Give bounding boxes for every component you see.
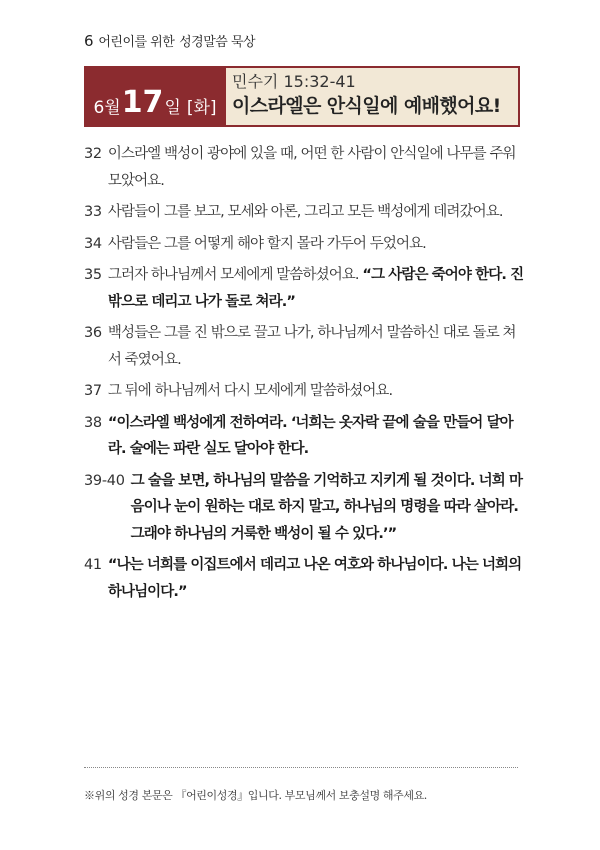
verse-number: 35 (84, 267, 102, 283)
verse-32 (84, 141, 524, 194)
verse-number: 41 (84, 557, 102, 573)
footnote-divider (84, 767, 518, 768)
date-weekday: [화] (186, 98, 217, 118)
passage-reference: 민수기 15:32-41 (232, 72, 356, 91)
verse-text: 사람들이 그를 보고, 모세와 아론, 그리고 모든 백성에게 데려갔어요. (107, 204, 503, 220)
verse-list (84, 141, 524, 610)
date-day: 17 (121, 85, 164, 120)
verse-number: 36 (84, 325, 102, 341)
book-title-part2: 성경말씀 묵상 (179, 35, 256, 50)
verse-number: 33 (84, 204, 102, 220)
verse-38 (84, 410, 524, 463)
date-month: 6월 (93, 98, 121, 118)
verse-text: 사람들은 그를 어떻게 해야 할지 몰라 가두어 두었어요. (107, 235, 426, 252)
verse-35 (84, 262, 524, 315)
verse-36 (84, 320, 524, 373)
verse-41 (84, 552, 524, 605)
verse-text: 그 뒤에 하나님께서 다시 모세에게 말씀하셨어요. (107, 383, 393, 399)
verse-number: 34 (84, 235, 102, 252)
verse-number: 38 (84, 414, 102, 431)
verse-text: 그 술을 보면, 하나님의 말씀을 기억하고 지키게 될 것이다. 너희 마음이나 눈이 원하는 대로 하지 말고, 하나님의 명령을 따라 살아라. 그래야 하나님의 거룩한 백성이 될 수 있다.’” (130, 472, 523, 542)
verse-text: 이스라엘 백성이 광야에 있을 때, 어떤 한 사람이 안식일에 나무를 주워 모았어요. (107, 146, 516, 189)
footnote: ※위의 성경 본문은 『어린이성경』입니다. 부모님께서 보충설명 해주세요. (84, 789, 427, 802)
verse-number: 37 (84, 383, 102, 399)
verse-34 (84, 231, 524, 258)
page-number: 6 (84, 32, 94, 50)
verse-number: 32 (84, 146, 102, 162)
verse-number: 39-40 (84, 472, 125, 489)
verse-37 (84, 378, 524, 405)
devotion-banner (84, 66, 520, 127)
book-title-part1: 어린이를 위한 (98, 35, 175, 50)
verse-text (108, 262, 524, 315)
verse-narration: 그러자 하나님께서 모세에게 말씀하셨어요. (107, 267, 363, 283)
date-day-suffix: 일 (164, 98, 181, 118)
passage-headline: 이스라엘은 안식일에 예배했어요! (232, 95, 501, 117)
verse-33 (84, 199, 524, 226)
verse-quote: “그 사람은 죽어야 한다. 진 밖으로 데리고 나가 돌로 쳐라.” (107, 267, 524, 310)
verse-39-40 (84, 468, 524, 548)
verse-text: “나는 너희를 이집트에서 데리고 나온 여호와 하나님이다. 나는 너희의 하나님이다.” (107, 557, 522, 600)
date-badge (84, 66, 226, 127)
verse-text: 백성들은 그를 진 밖으로 끌고 나가, 하나님께서 말씀하신 대로 돌로 쳐서 죽였어요. (107, 325, 516, 368)
verse-text: “이스라엘 백성에게 전하여라. ‘너희는 옷자락 끝에 술을 만들어 달아라. 술에는 파란 실도 달아야 한다. (107, 414, 513, 457)
running-header (84, 31, 255, 50)
passage-title-box (226, 66, 520, 127)
